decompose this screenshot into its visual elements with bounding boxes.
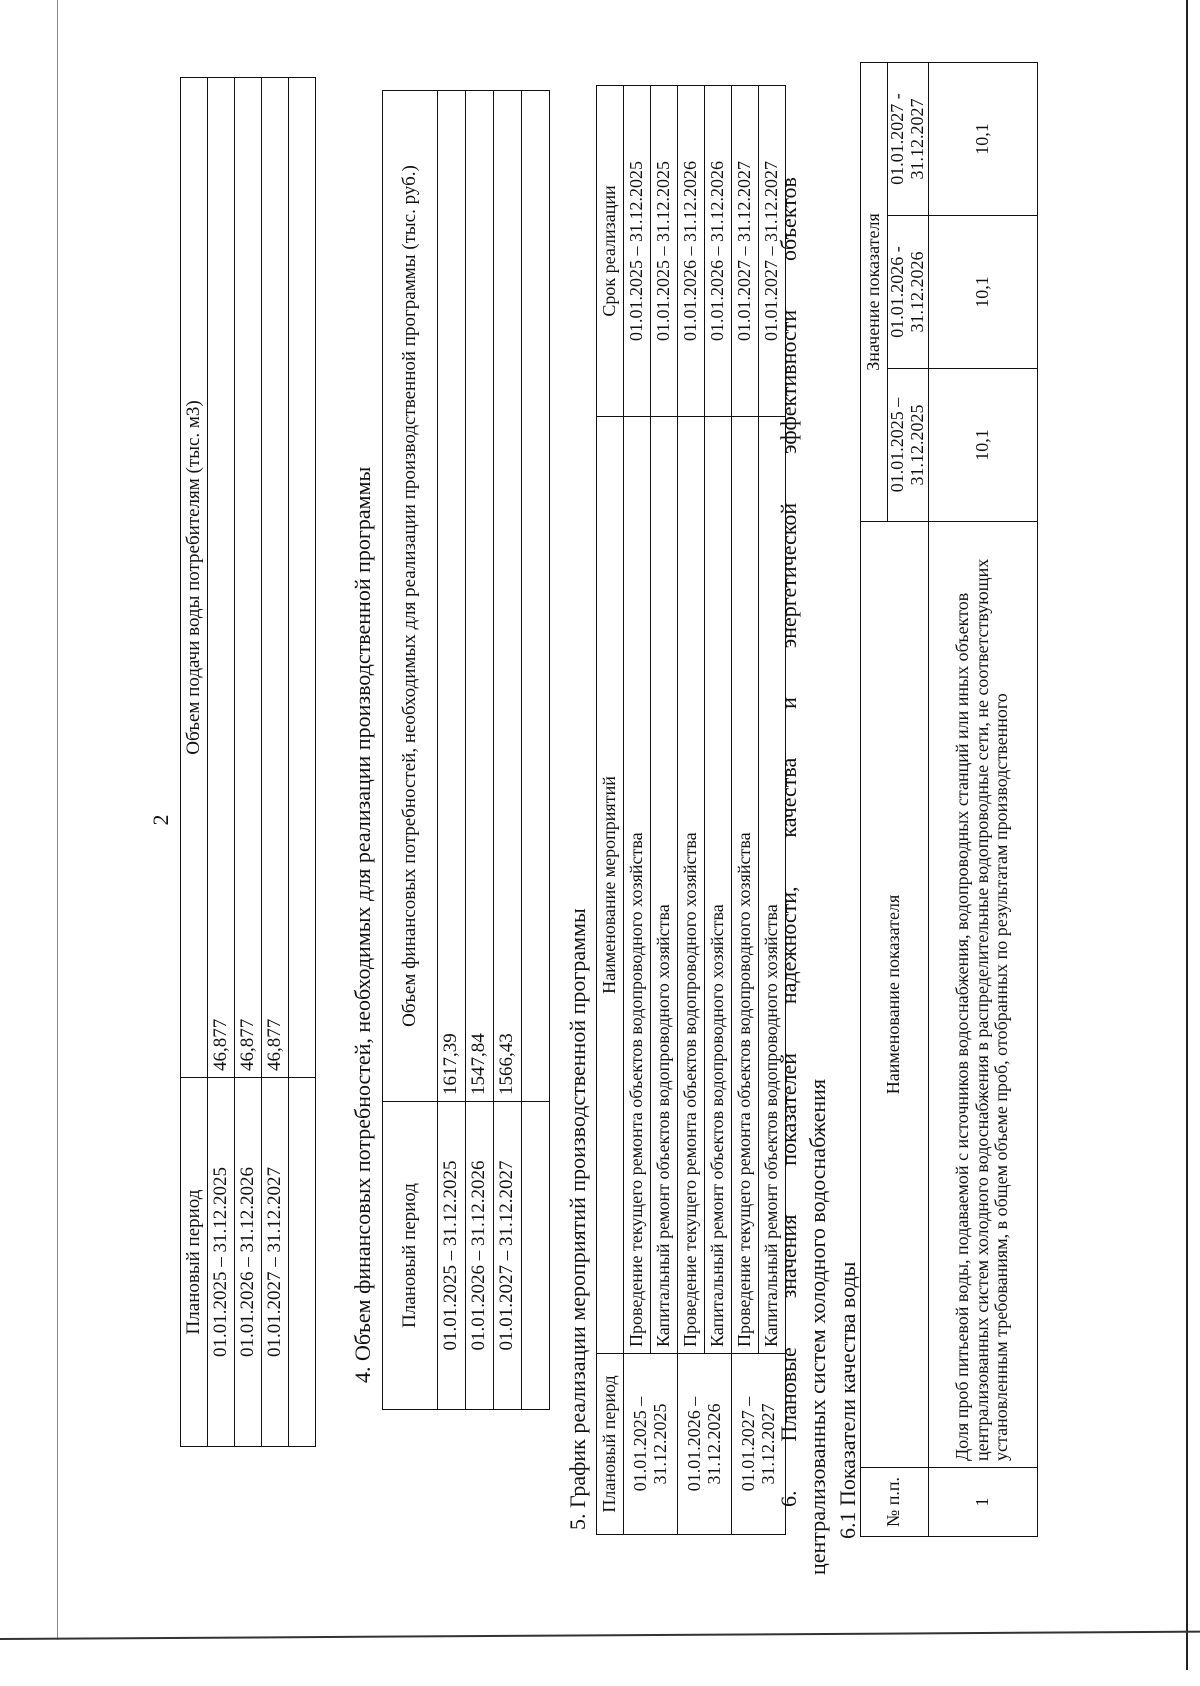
- table-row: [235, 78, 262, 1447]
- table-header-row: [861, 63, 888, 1537]
- title-word: значения: [776, 1214, 801, 1299]
- header-number: № п.п.: [861, 1468, 929, 1537]
- value-cell: 1547,84: [466, 91, 494, 1102]
- term-cell: 01.01.2026 – 31.12.2026: [705, 86, 732, 417]
- term-cell: 01.01.2025 – 31.12.2025: [624, 86, 651, 417]
- empty-cell: [522, 91, 550, 1102]
- water-supply-volume-table: [180, 77, 316, 1447]
- value-cell: 1617,39: [438, 91, 466, 1102]
- financial-needs-table: [382, 90, 550, 1410]
- table-row: [262, 78, 289, 1447]
- period-cell: 01.01.2027 – 31.12.2027: [732, 1354, 786, 1535]
- period-cell: 01.01.2027 – 31.12.2027: [262, 1078, 289, 1447]
- schedule-table: [596, 85, 786, 1535]
- value-cell: 46,877: [208, 78, 235, 1078]
- term-cell: 01.01.2025 – 31.12.2025: [651, 86, 678, 417]
- table-header-row: [597, 86, 624, 1535]
- header-value-group: Значение показателя: [861, 63, 888, 522]
- activity-cell: Проведение текущего ремонта объектов водопроводного хозяйства: [678, 417, 705, 1354]
- value-cell: 10,1: [928, 216, 1037, 369]
- page-edge: [1186, 0, 1188, 1670]
- table-row: [624, 86, 651, 1535]
- activity-cell: Проведение текущего ремонта объектов водопроводного хозяйства: [624, 417, 651, 1354]
- table-row: [289, 78, 316, 1447]
- empty-cell: [289, 78, 316, 1078]
- empty-cell: [522, 1102, 550, 1410]
- term-cell: 01.01.2027 – 31.12.2027: [732, 86, 759, 417]
- activity-cell: Капитальный ремонт объектов водопроводного хозяйства: [651, 417, 678, 1354]
- table-row: [678, 86, 705, 1535]
- title-word: и: [776, 697, 801, 709]
- table-row: [651, 86, 678, 1535]
- period-cell: 01.01.2026 – 31.12.2026: [235, 1078, 262, 1447]
- header-volume: Объем подачи воды потребителям (тыс. м3): [181, 78, 208, 1078]
- table-row: [928, 63, 1037, 1537]
- header-period: Плановый период: [383, 1102, 438, 1410]
- value-cell: 46,877: [262, 78, 289, 1078]
- table-row: [208, 78, 235, 1447]
- table-row: [522, 91, 550, 1410]
- table-header-row: [181, 78, 208, 1447]
- value-cell: 10,1: [928, 63, 1037, 216]
- period-cell: 01.01.2026 – 31.12.2026: [466, 1102, 494, 1410]
- table-row: [732, 86, 759, 1535]
- page-number: 2: [148, 814, 173, 826]
- section-5-title: 5. График реализации мероприятий производственной программы: [565, 908, 590, 1530]
- header-period: 01.01.2025 – 31.12.2025: [888, 369, 929, 522]
- period-cell: 01.01.2026 – 31.12.2026: [678, 1354, 732, 1535]
- term-cell: 01.01.2026 – 31.12.2026: [678, 86, 705, 417]
- value-cell: 1566,43: [494, 91, 522, 1102]
- header-volume: Объем финансовых потребностей, необходимых для реализации производственной программы (тыс. руб.): [383, 91, 438, 1102]
- header-name: Наименование мероприятий: [597, 417, 624, 1354]
- header-period: Плановый период: [597, 1354, 624, 1535]
- title-word: эффективности: [776, 309, 801, 454]
- table-row: [494, 91, 522, 1410]
- section-6-1-subtitle: 6.1 Показатели качества воды: [835, 1261, 860, 1539]
- activity-cell: Капитальный ремонт объектов водопроводного хозяйства: [759, 417, 786, 1354]
- title-word: надежности,: [776, 886, 801, 1005]
- activity-cell: Капитальный ремонт объектов водопроводного хозяйства: [705, 417, 732, 1354]
- value-cell: 46,877: [235, 78, 262, 1078]
- term-cell: 01.01.2027 – 31.12.2027: [759, 86, 786, 417]
- title-word: объектов: [776, 177, 801, 261]
- page-edge: [57, 0, 58, 1640]
- title-word: 6.: [776, 1490, 801, 1507]
- title-word: Плановые: [776, 1347, 801, 1442]
- section-6-title-line1: [776, 177, 802, 1507]
- number-cell: 1: [928, 1468, 1037, 1537]
- header-period: Плановый период: [181, 1078, 208, 1447]
- period-cell: 01.01.2025 – 31.12.2025: [208, 1078, 235, 1447]
- title-word: показателей: [776, 1053, 801, 1166]
- value-cell: 10,1: [928, 369, 1037, 522]
- header-term: Срок реализации: [597, 86, 624, 417]
- water-quality-table: [860, 62, 1038, 1537]
- header-period: 01.01.2027 - 31.12.2027: [888, 63, 929, 216]
- period-cell: 01.01.2025 – 31.12.2025: [624, 1354, 678, 1535]
- period-cell: 01.01.2027 – 31.12.2027: [494, 1102, 522, 1410]
- section-4-title: 4. Объем финансовых потребностей, необходимых для реализации производственной программы: [350, 466, 375, 1383]
- table-header-row: [383, 91, 438, 1410]
- header-indicator-name: Наименование показателя: [861, 522, 929, 1468]
- indicator-name-cell: Доля проб питьевой воды, подаваемой с источников водоснабжения, водопроводных станций или иных объектов централизованных систем холодного водоснабжения в распределительные водопроводные сети, не соответствующих установленным требованиям, в общем объеме проб, отобранных по результатам производственного: [928, 522, 1037, 1468]
- title-word: энергетической: [776, 502, 801, 649]
- table-row: [438, 91, 466, 1410]
- empty-cell: [289, 1078, 316, 1447]
- title-word: качества: [776, 757, 801, 838]
- rotated-page-content: [60, 0, 1180, 1645]
- period-cell: 01.01.2025 – 31.12.2025: [438, 1102, 466, 1410]
- header-period: 01.01.2026 - 31.12.2026: [888, 216, 929, 369]
- activity-cell: Проведение текущего ремонта объектов водопроводного хозяйства: [732, 417, 759, 1354]
- section-6-title-line2: централизованных систем холодного водоснабжения: [805, 1078, 830, 1575]
- table-row: [466, 91, 494, 1410]
- table-row: [705, 86, 732, 1535]
